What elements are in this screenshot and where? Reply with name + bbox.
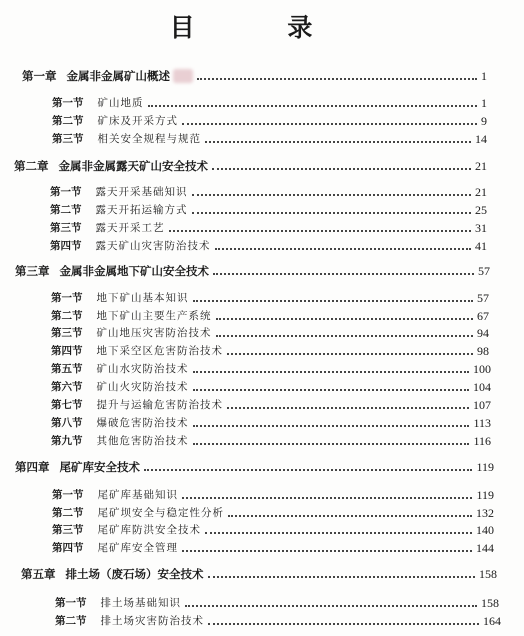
section-title: 矿床及开采方式 [97, 115, 178, 127]
section-number: 第五节 [51, 363, 83, 375]
section-title: 露天开采基础知识 [95, 186, 188, 198]
page-number: 57 [477, 291, 489, 305]
toc-section-entry [52, 484, 494, 502]
page-number: 98 [477, 344, 489, 358]
page-number: 158 [481, 596, 499, 610]
toc-section-entry [51, 412, 491, 430]
section-number: 第一节 [50, 186, 82, 198]
section-title: 排土场基础知识 [100, 597, 181, 609]
page-number: 107 [473, 398, 491, 412]
section-number: 第二节 [51, 310, 83, 322]
toc-section-entry [55, 592, 499, 610]
dot-leader [182, 123, 477, 125]
page-number: 119 [476, 460, 494, 474]
toc-chapter-entry [14, 155, 487, 173]
chapter-number: 第五章 [21, 567, 56, 581]
toc-section-entry [51, 358, 491, 376]
dot-leader [144, 469, 472, 471]
dot-leader [169, 230, 472, 232]
page-number: 67 [477, 309, 489, 323]
page-number: 119 [476, 488, 494, 502]
section-number: 第四节 [51, 345, 83, 357]
page-number: 104 [473, 380, 491, 394]
toc-section-entry [52, 110, 487, 128]
section-title: 爆破危害防治技术 [96, 417, 189, 429]
page-number: 140 [476, 523, 494, 537]
chapter-number: 第一章 [22, 69, 57, 83]
section-number: 第七节 [51, 399, 83, 411]
dot-leader [227, 407, 469, 409]
section-number: 第三节 [50, 222, 82, 234]
section-title: 矿山地压灾害防治技术 [96, 327, 212, 339]
page-title: 目 录 [169, 13, 355, 42]
section-number: 第二节 [55, 615, 87, 627]
chapter-number: 第四章 [15, 460, 50, 474]
page-number: 100 [473, 362, 491, 376]
section-number: 第一节 [52, 489, 84, 501]
section-number: 第三节 [52, 524, 84, 536]
chapter-title: 尾矿库安全技术 [59, 460, 140, 474]
toc-section-entry [51, 340, 489, 358]
section-number: 第二节 [50, 204, 82, 216]
page-number: 116 [473, 434, 491, 448]
section-number: 第四节 [52, 542, 84, 554]
chapter-title: 金属非金属地下矿山安全技术 [59, 264, 209, 278]
section-title: 矿山火灾防治技术 [96, 381, 189, 393]
toc-section-entry [51, 376, 491, 394]
page-number: 57 [478, 264, 490, 278]
toc-section-entry [51, 305, 489, 323]
toc-section-entry [50, 217, 487, 235]
dot-leader [212, 168, 471, 170]
section-title: 矿山水灾防治技术 [96, 363, 189, 375]
section-title: 露天开采工艺 [95, 222, 165, 234]
page-number: 21 [475, 185, 487, 199]
dot-leader [192, 194, 472, 196]
toc-chapter-entry [15, 260, 490, 278]
dot-leader [216, 318, 474, 320]
section-title: 尾矿库基础知识 [97, 489, 178, 501]
dot-leader [185, 605, 477, 607]
toc-section-entry [52, 92, 487, 110]
dot-leader [148, 105, 478, 107]
page-number: 94 [477, 326, 489, 340]
toc-section-entry [51, 287, 489, 305]
dot-leader [208, 576, 476, 578]
section-number: 第二节 [52, 115, 84, 127]
toc-section-entry [55, 610, 501, 628]
section-title: 提升与运输危害防治技术 [96, 399, 223, 411]
page-number: 132 [476, 506, 494, 520]
section-title: 尾矿库安全管理 [97, 542, 178, 554]
page-number: 1 [481, 96, 487, 110]
section-title: 排土场灾害防治技术 [100, 615, 204, 627]
dot-leader [182, 550, 472, 552]
section-title: 相关安全规程与规范 [97, 133, 201, 145]
dot-leader [216, 335, 474, 337]
dot-leader [193, 371, 470, 373]
section-title: 其他危害防治技术 [96, 435, 189, 447]
section-title: 地下矿山主要生产系统 [96, 310, 212, 322]
section-title: 矿山地质 [97, 97, 144, 109]
toc-chapter-entry [22, 65, 487, 83]
chapter-title: 排土场（废石场）安全技术 [65, 567, 204, 581]
page-number: 164 [483, 614, 501, 628]
page-number: 31 [475, 221, 487, 235]
dot-leader [182, 497, 472, 499]
toc-section-entry [50, 181, 487, 199]
dot-leader [213, 273, 474, 275]
section-title: 露天矿山灾害防治技术 [95, 240, 211, 252]
section-number: 第二节 [52, 507, 84, 519]
section-title: 露天开拓运输方式 [95, 204, 188, 216]
page-number: 1 [481, 69, 487, 83]
dot-leader [192, 212, 472, 214]
section-number: 第九节 [51, 435, 83, 447]
section-title: 地下采空区危害防治技术 [96, 345, 223, 357]
page-number: 41 [475, 239, 487, 253]
section-number: 第三节 [51, 327, 83, 339]
chapter-number: 第二章 [14, 159, 49, 173]
page-number: 9 [481, 114, 487, 128]
dot-leader [205, 141, 471, 143]
chapter-number: 第三章 [15, 264, 50, 278]
page-number: 25 [475, 203, 487, 217]
dot-leader [228, 515, 472, 517]
section-number: 第三节 [52, 133, 84, 145]
toc-section-entry [52, 519, 494, 537]
section-title: 尾矿库防洪安全技术 [97, 524, 201, 536]
page-number: 14 [475, 132, 487, 146]
page-number: 158 [479, 567, 497, 581]
dot-leader [215, 248, 472, 250]
toc-section-entry [51, 322, 489, 340]
toc-section-entry [51, 430, 491, 448]
page-number: 113 [473, 416, 491, 430]
toc-section-entry [51, 394, 491, 412]
page-number: 144 [476, 541, 494, 555]
section-number: 第六节 [51, 381, 83, 393]
dot-leader [227, 353, 473, 355]
dot-leader [208, 623, 479, 625]
section-number: 第一节 [55, 597, 87, 609]
chapter-title: 金属非金属露天矿山安全技术 [58, 159, 208, 173]
dot-leader [193, 443, 470, 445]
toc-section-entry [50, 235, 487, 253]
chapter-title: 金属非金属矿山概述 [66, 69, 170, 83]
page-number: 21 [475, 159, 487, 173]
section-title: 尾矿坝安全与稳定性分析 [97, 507, 224, 519]
toc-section-entry [50, 199, 487, 217]
section-number: 第一节 [52, 97, 84, 109]
dot-leader [193, 389, 470, 391]
section-number: 第八节 [51, 417, 83, 429]
dot-leader [193, 425, 470, 427]
toc-section-entry [52, 537, 494, 555]
toc-section-entry [52, 128, 487, 146]
dot-leader [193, 300, 474, 302]
dot-leader [197, 78, 477, 80]
dot-leader [205, 532, 472, 534]
section-title: 地下矿山基本知识 [96, 292, 189, 304]
redaction-smudge [173, 69, 193, 83]
toc-chapter-entry [21, 563, 497, 581]
section-number: 第一节 [51, 292, 83, 304]
section-number: 第四节 [50, 240, 82, 252]
toc-chapter-entry [15, 456, 494, 474]
toc-section-entry [52, 502, 494, 520]
